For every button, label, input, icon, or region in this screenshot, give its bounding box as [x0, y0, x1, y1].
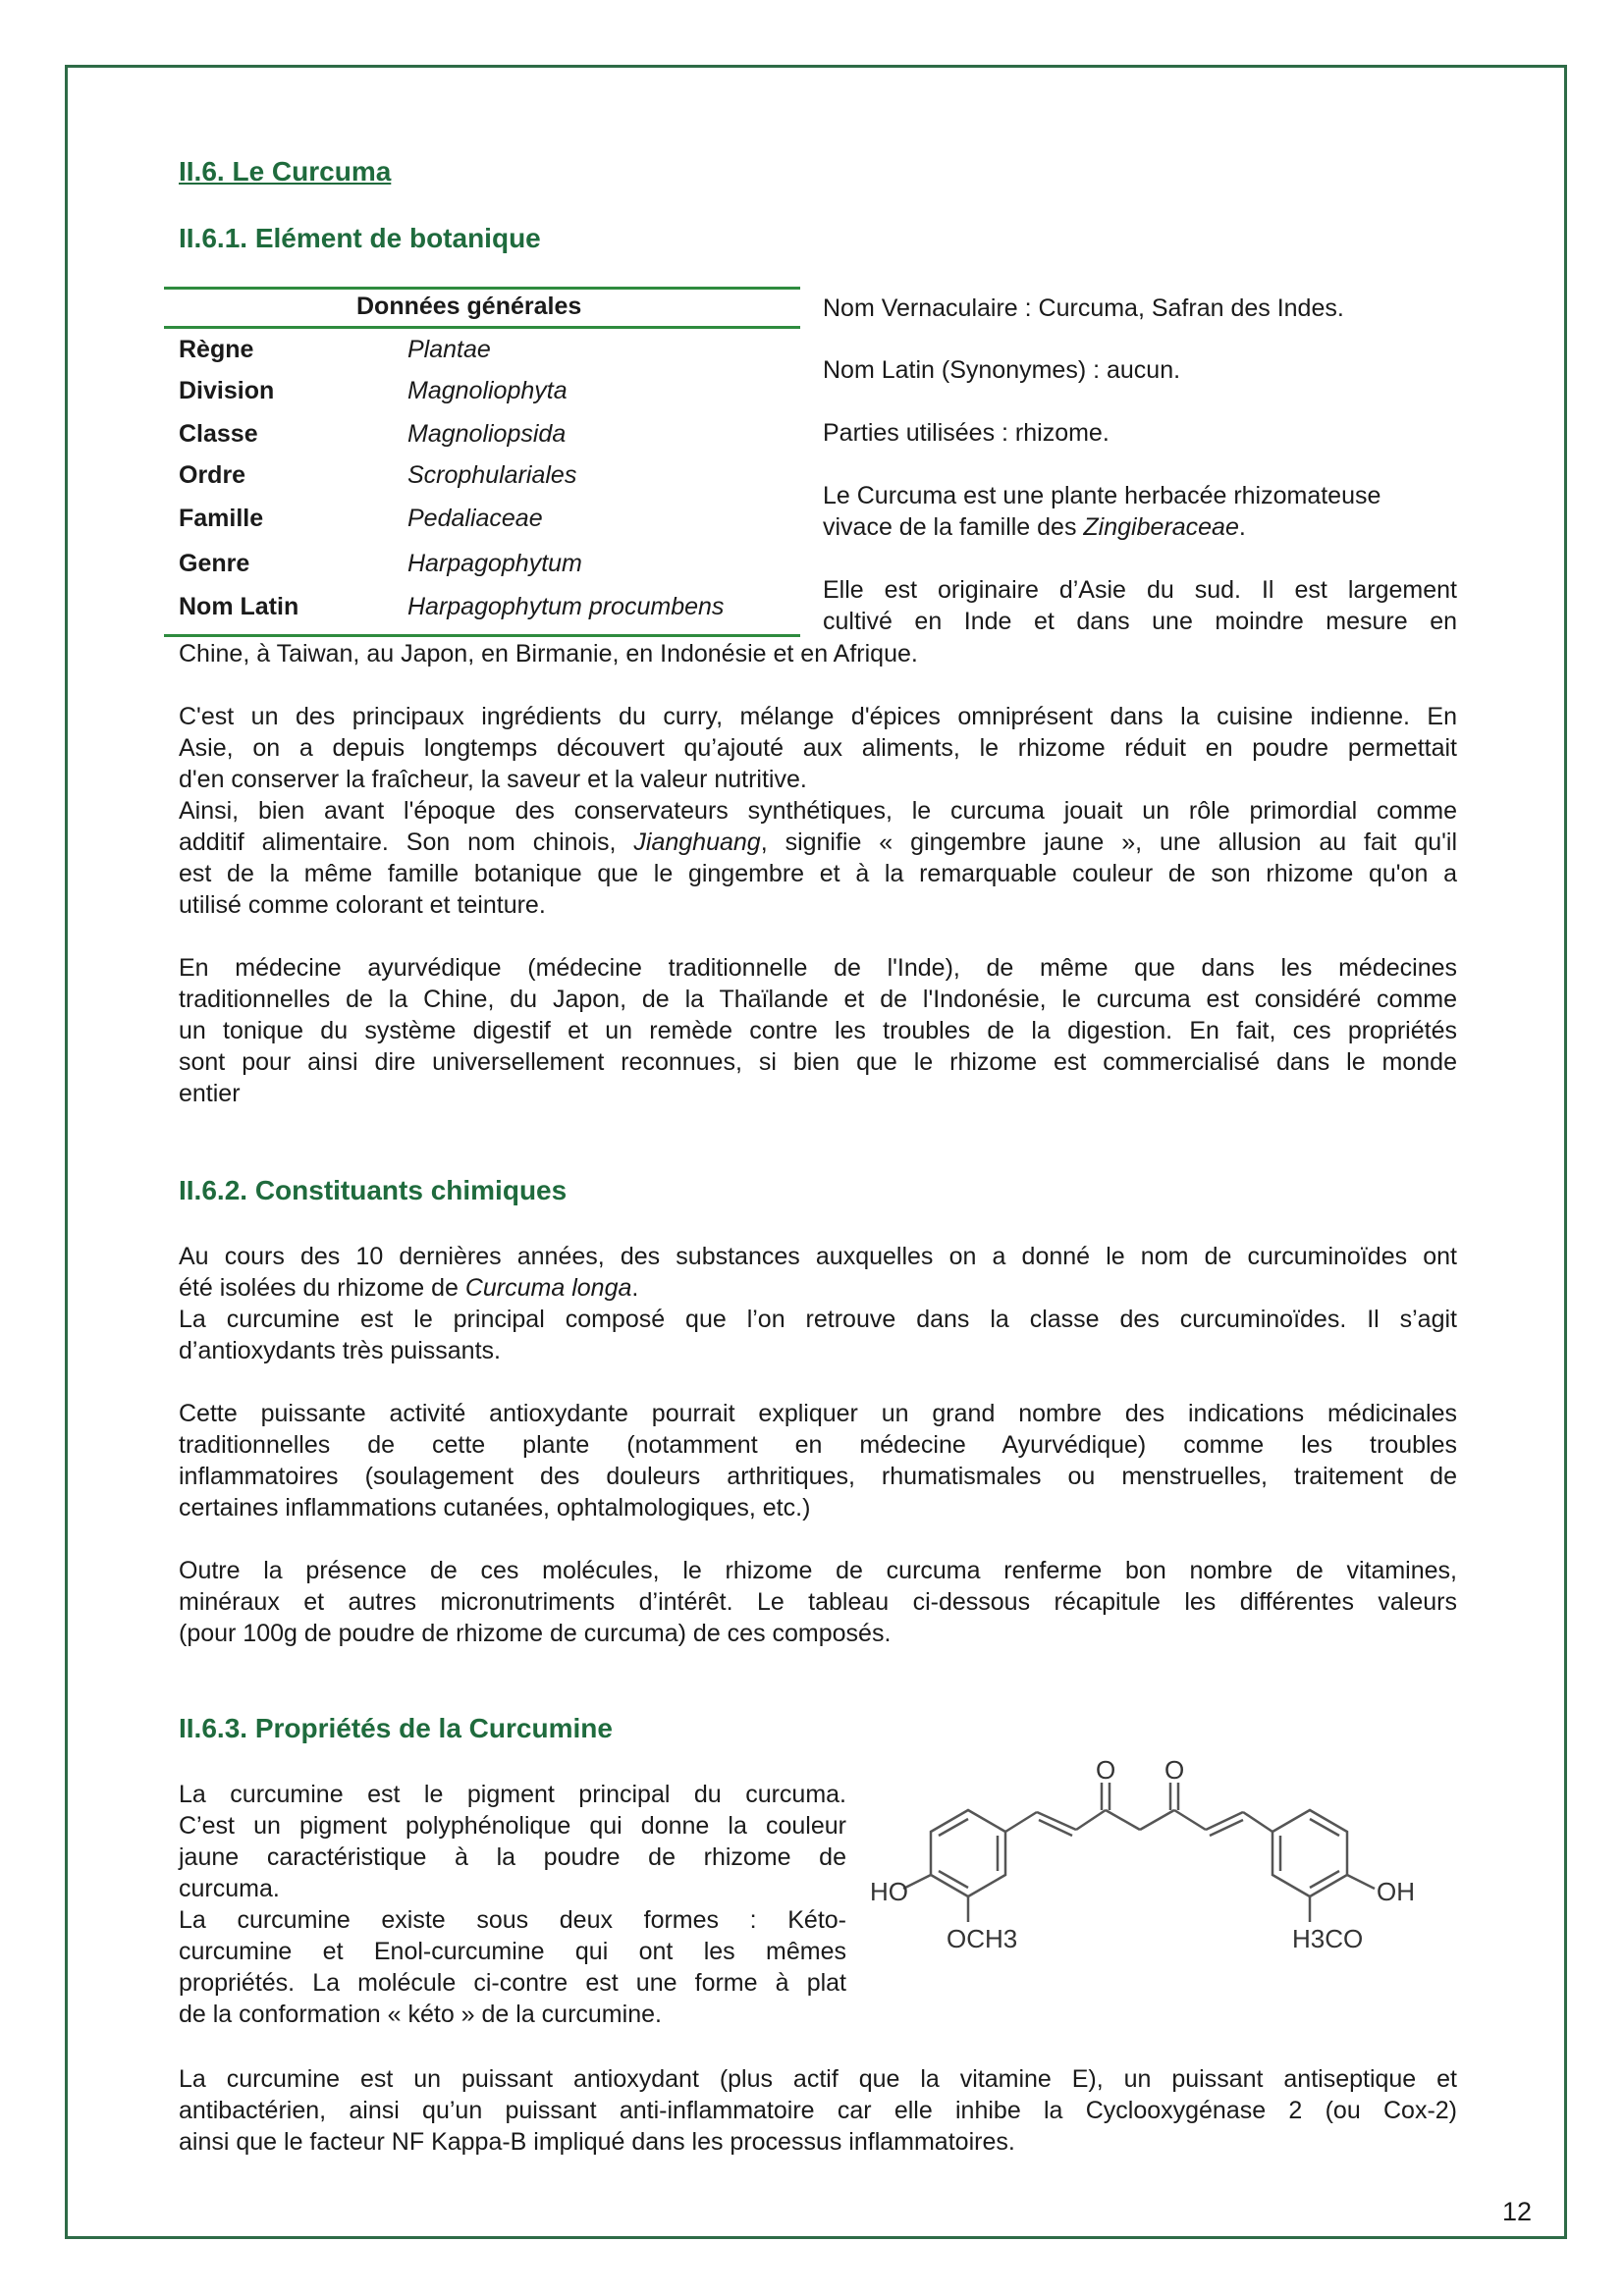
table-row-value: Magnoliopsida [407, 420, 567, 448]
text-line: curcumine et Enol-curcumine qui ont les mêmes [179, 1938, 846, 1965]
text-line: d'en conserver la fraîcheur, la saveur et la valeur nutritive. [179, 766, 807, 793]
table-row-key: Division [179, 377, 275, 404]
text-line: ainsi que le facteur NF Kappa-B impliqué dans les processus inflammatoires. [179, 2128, 1015, 2156]
parts-used: Parties utilisées : rhizome. [823, 419, 1110, 447]
text-line: sont pour ainsi dire universellement reconnues, si bien que le rhizome est commercialisé dans le monde [179, 1048, 1457, 1076]
text-line: C'est un des principaux ingrédients du curry, mélange d'épices omniprésent dans la cuisine indienne. En [179, 703, 1457, 730]
text-line: traditionnelles de cette plante (notamment en médecine Ayurvédique) comme les troubles [179, 1431, 1457, 1459]
hydroxyl-label-left: HO [870, 1877, 908, 1906]
text-line: (pour 100g de poudre de rhizome de curcuma) de ces composés. [179, 1620, 892, 1647]
table-top-rule [164, 287, 800, 290]
origin-continuation: Chine, à Taiwan, au Japon, en Birmanie, en Indonésie et en Afrique. [179, 640, 918, 667]
chemistry-heading: II.6.2. Constituants chimiques [179, 1175, 568, 1205]
chemistry-paragraphs [179, 1241, 1457, 1649]
origin-line-1: Elle est originaire d’Asie du sud. Il est largement [823, 576, 1457, 604]
text-line: entier [179, 1080, 241, 1107]
text-line: d’antioxydants très puissants. [179, 1337, 501, 1364]
text-line: certaines inflammations cutanées, ophtalmologiques, etc.) [179, 1494, 811, 1522]
methoxy-label-right: H3CO [1292, 1924, 1364, 1953]
methoxy-label-left: OCH3 [947, 1924, 1018, 1953]
text-line: propriétés. La molécule ci-contre est une forme à plat [179, 1969, 846, 1997]
table-row-value: Plantae [407, 336, 491, 363]
text-line: traditionnelles de la Chine, du Japon, de la Thaïlande et de l'Indonésie, le curcuma est considéré comme [179, 986, 1457, 1013]
text-line: La curcumine est le principal composé que l’on retrouve dans la classe des curcuminoïdes. Il s’agit [179, 1306, 1457, 1333]
description-line-1: Le Curcuma est une plante herbacée rhizomateuse [823, 482, 1381, 509]
curcumin-heading: II.6.3. Propriétés de la Curcumine [179, 1713, 613, 1743]
table-row-value: Pedaliaceae [407, 505, 543, 532]
botany-heading: II.6.1. Elément de botanique [179, 223, 541, 253]
oxygen-label-left: O [1096, 1755, 1116, 1785]
table-row-key: Genre [179, 550, 250, 577]
left-benzene-ring [931, 1810, 1005, 1896]
text-line: La curcumine est un puissant antioxydant (plus actif que la vitamine E), un puissant antiseptique et [179, 2065, 1457, 2093]
table-row-key: Nom Latin [179, 593, 299, 620]
text-line: Asie, on a depuis longtemps découvert qu’ajouté aux aliments, le rhizome réduit en poudre permettait [179, 734, 1457, 762]
text-line: inflammatoires (soulagement des douleurs arthritiques, rhumatismales ou menstruelles, traitement de [179, 1463, 1457, 1490]
section-title: II.6. Le Curcuma [179, 156, 392, 187]
paragraph-ayurveda [179, 952, 1457, 1109]
table-row-key: Classe [179, 420, 258, 448]
text-line: un tonique du système digestif et un remède contre les troubles de la digestion. En fait, ces propriétés [179, 1017, 1457, 1044]
table-header: Données générales [356, 293, 582, 320]
oxygen-label-right: O [1164, 1755, 1185, 1785]
text-line: été isolées du rhizome de Curcuma longa. [179, 1274, 639, 1302]
description-line-2: vivace de la famille des Zingiberaceae. [823, 513, 1246, 541]
text-line: La curcumine existe sous deux formes : Kéto- [179, 1906, 846, 1934]
curcumin-description [179, 1779, 846, 2030]
table-row-value: Scrophulariales [407, 461, 577, 489]
vernacular-name: Nom Vernaculaire : Curcuma, Safran des Indes. [823, 294, 1344, 322]
text-line: C’est un pigment polyphénolique qui donne la couleur [179, 1812, 846, 1840]
text-line: curcuma. [179, 1875, 280, 1902]
table-row-value: Harpagophytum procumbens [407, 593, 725, 620]
table-row-key: Règne [179, 336, 254, 363]
table-row-value: Harpagophytum [407, 550, 582, 577]
text-line: antibactérien, ainsi qu’un puissant anti-inflammatoire car elle inhibe la Cyclooxygénase 2 (ou Cox-2) [179, 2097, 1457, 2124]
table-bottom-rule [164, 634, 800, 637]
text-line: Cette puissante activité antioxydante pourrait expliquer un grand nombre des indications médicinales [179, 1400, 1457, 1427]
curcumin-properties-paragraph [179, 2063, 1457, 2158]
text-line: utilisé comme colorant et teinture. [179, 891, 546, 919]
text-line: La curcumine est le pigment principal du curcuma. [179, 1781, 846, 1808]
paragraph-curry [179, 701, 1457, 921]
page-number: 12 [1502, 2197, 1533, 2226]
text-line: de la conformation « kéto » de la curcumine. [179, 2001, 662, 2028]
latin-synonyms: Nom Latin (Synonymes) : aucun. [823, 356, 1181, 384]
curcumin-molecule [860, 1753, 1469, 1979]
text-line: est de la même famille botanique que le gingembre et à la remarquable couleur de son rhizome qu'on a [179, 860, 1457, 887]
origin-line-2: cultivé en Inde et dans une moindre mesure en [823, 608, 1457, 635]
text-line: Outre la présence de ces molécules, le rhizome de curcuma renferme bon nombre de vitamines, [179, 1557, 1457, 1584]
text-line: Au cours des 10 dernières années, des substances auxquelles on a donné le nom de curcuminoïdes ont [179, 1243, 1457, 1270]
right-benzene-ring [1272, 1810, 1347, 1896]
text-line: Ainsi, bien avant l'époque des conservateurs synthétiques, le curcuma jouait un rôle primordial comme [179, 797, 1457, 825]
text-line: minéraux et autres micronutriments d’intérêt. Le tableau ci-dessous récapitule les différentes valeurs [179, 1588, 1457, 1616]
text-line: additif alimentaire. Son nom chinois, Jianghuang, signifie « gingembre jaune », une allusion au fait qu'il [179, 828, 1458, 856]
text-line: jaune caractéristique à la poudre de rhizome de [179, 1843, 846, 1871]
hydroxyl-label-right: OH [1377, 1877, 1415, 1906]
table-row-value: Magnoliophyta [407, 377, 568, 404]
text-line: En médecine ayurvédique (médecine traditionnelle de l'Inde), de même que dans les médecines [179, 954, 1457, 982]
table-row-key: Ordre [179, 461, 246, 489]
table-row-key: Famille [179, 505, 264, 532]
table-header-rule [164, 326, 800, 329]
